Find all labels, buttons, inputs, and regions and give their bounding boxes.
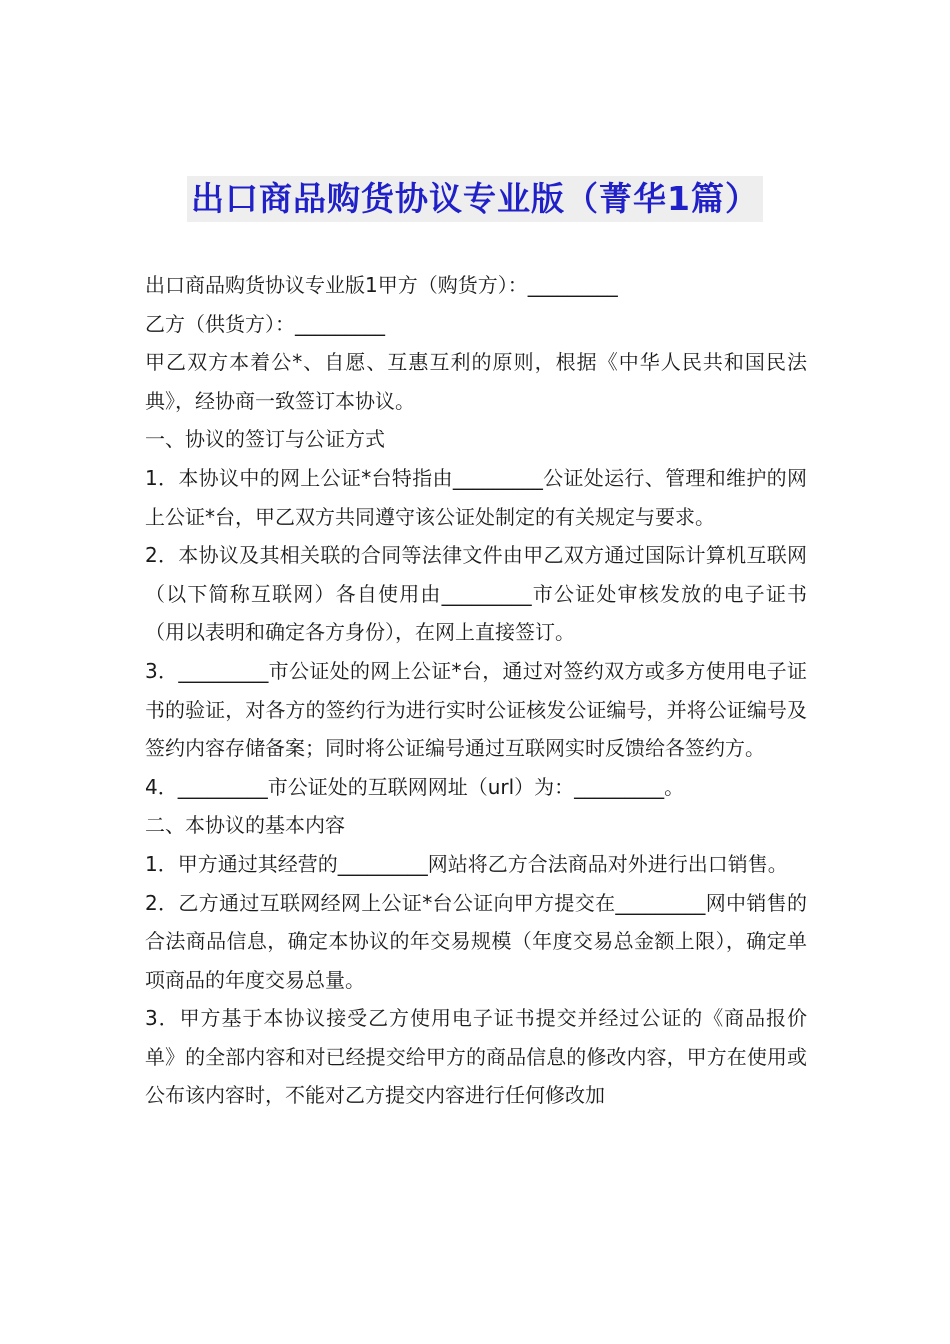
- paragraph: 3．_________市公证处的网上公证*台，通过对签约双方或多方使用电子证书的验证，对各方的签约行为进行实时公证核发公证编号，并将公证编号及签约内容存储备案；同时将公证编号通过互联网实时反馈给各签约方。: [145, 658, 807, 761]
- paragraph: 1．甲方通过其经营的_________网站将乙方合法商品对外进行出口销售。: [145, 851, 788, 876]
- document-title: 出口商品购货协议专业版（菁华1篇）: [187, 176, 763, 222]
- paragraph: 1．本协议中的网上公证*台特指由_________公证处运行、管理和维护的网上公证*台，甲乙双方共同遵守该公证处制定的有关规定与要求。: [145, 465, 807, 529]
- document-body: [145, 266, 807, 1115]
- paragraph: 4．_________市公证处的互联网网址（url）为：_________。: [145, 774, 685, 799]
- section-heading: 一、协议的签订与公证方式: [145, 427, 385, 452]
- paragraph: 甲乙双方本着公*、自愿、互惠互利的原则，根据《中华人民共和国民法典》，经协商一致签订本协议。: [145, 350, 807, 413]
- paragraph: 出口商品购货协议专业版1甲方（购货方）：_________: [145, 273, 618, 297]
- paragraph: 乙方（供货方）：_________: [145, 311, 385, 336]
- title-container: [0, 176, 950, 222]
- section-heading: 二、本协议的基本内容: [145, 813, 345, 838]
- paragraph: 2．乙方通过互联网经网上公证*台公证向甲方提交在_________网中销售的合法商品信息，确定本协议的年交易规模（年度交易总金额上限），确定单项商品的年度交易总量。: [145, 890, 807, 992]
- paragraph: 2．本协议及其相关联的合同等法律文件由甲乙双方通过国际计算机互联网（以下简称互联网）各自使用由_________市公证处审核发放的电子证书（用以表明和确定各方身份），在网上直接签订。: [145, 543, 807, 645]
- paragraph: 3．甲方基于本协议接受乙方使用电子证书提交并经过公证的《商品报价单》的全部内容和对已经提交给甲方的商品信息的修改内容，甲方在使用或公布该内容时，不能对乙方提交内容进行任何修改加: [145, 1006, 807, 1108]
